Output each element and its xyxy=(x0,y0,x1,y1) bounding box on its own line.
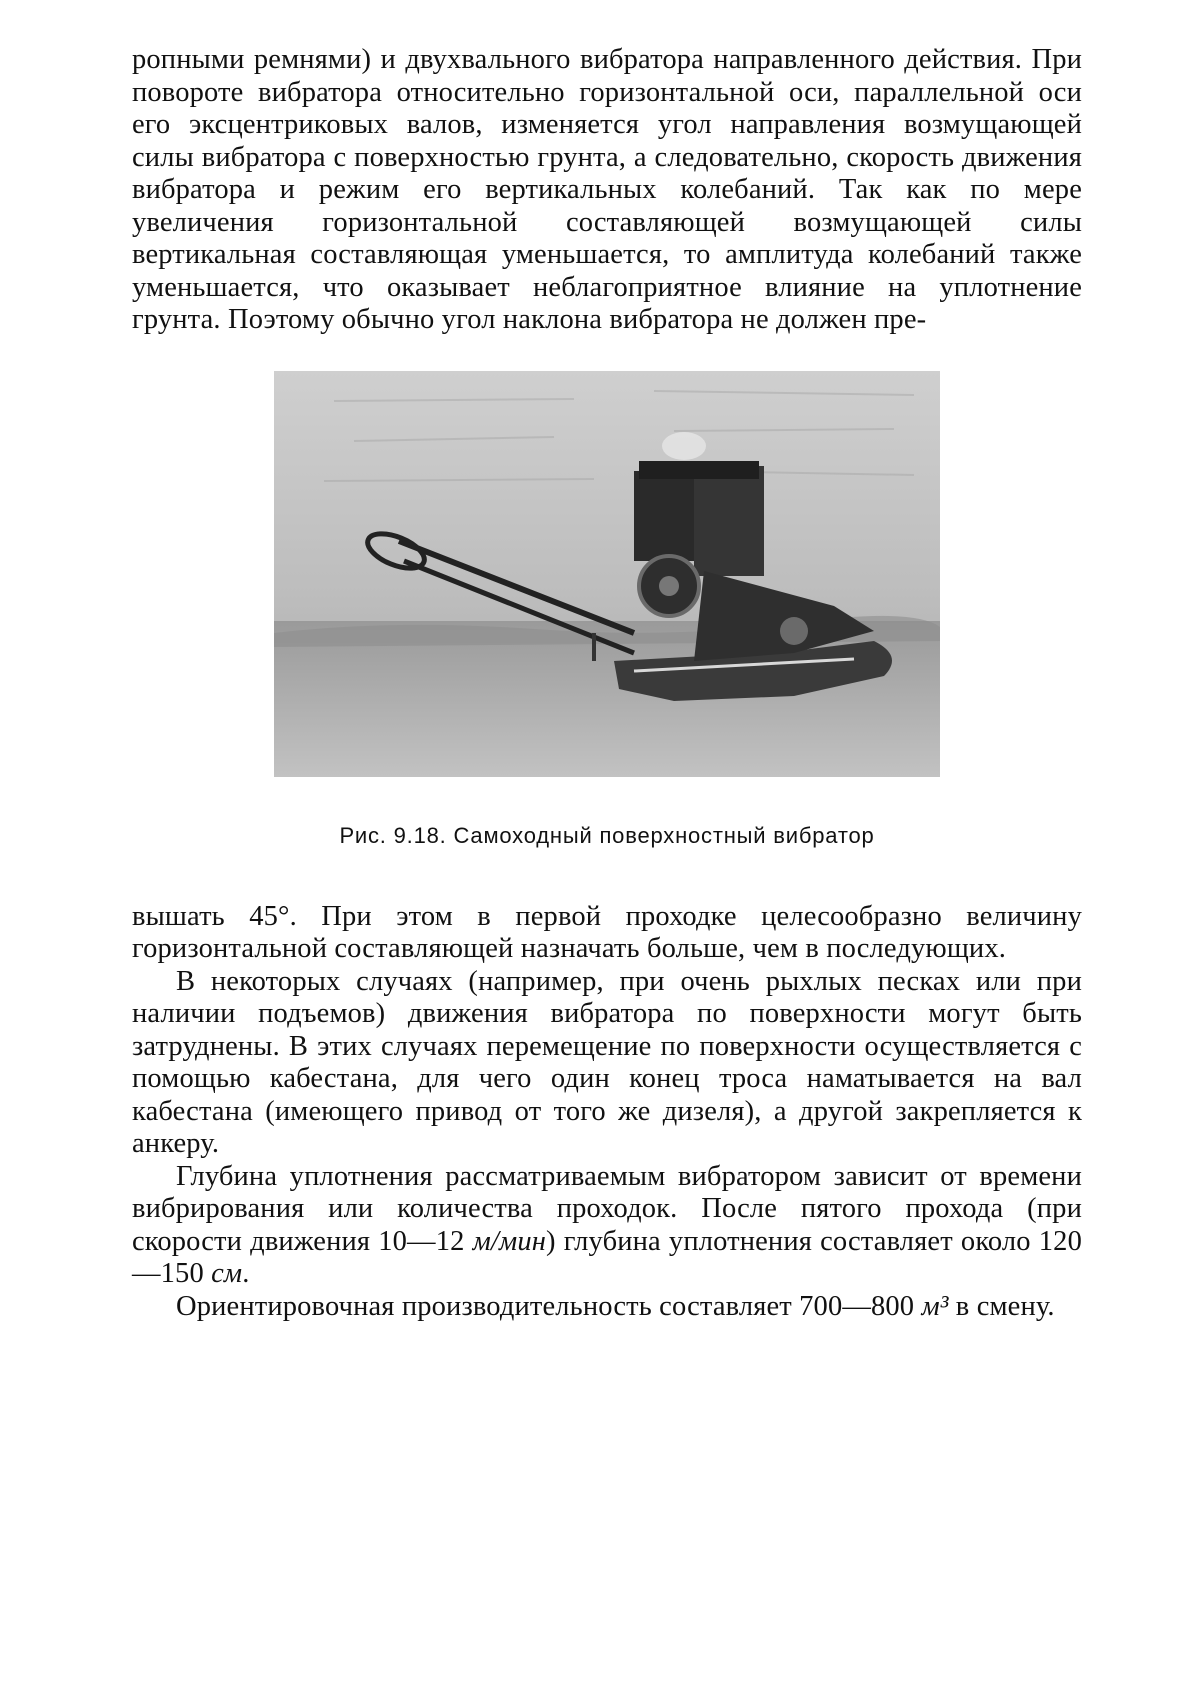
paragraph-1: вышать 45°. При этом в первой проходке целесообразно величину горизонтальной составляющей назначать больше, чем в последующих. xyxy=(132,900,1082,964)
figure-9-18 xyxy=(132,371,1082,901)
paragraph-2: В некоторых случаях (например, при очень рыхлых песках или при наличии подъемов) движения вибратора по поверхности могут быть затруднены. В этих случаях перемещение по поверхности осуществляется с помощью кабестана, для чего один конец троса наматывается на вал кабестана (имеющего привод от того же дизеля), а другой закрепляется к анкеру. xyxy=(132,965,1082,1159)
paragraph-4 xyxy=(132,1291,1082,1324)
text-run: в смену. xyxy=(948,1290,1055,1322)
text-run: Ориентировочная производительность составляет 700—800 xyxy=(176,1290,922,1322)
figure-caption: Рис. 9.18. Самоходный поверхностный вибратор xyxy=(339,822,875,848)
vibrator-photo xyxy=(274,371,940,777)
unit-speed: м/мин xyxy=(472,1225,547,1257)
unit-length: см xyxy=(211,1258,243,1289)
paragraph-continued: ропными ремнями) и двухвального вибратора направленного действия. При повороте вибратора относительно горизонтальной оси, параллельной оси его эксцентриковых валов, изменяется угол направления возмущающей силы вибратора с поверхностью грунта, а следовательно, скорость движения вибратора и режим его вертикальных колебаний. Так как по мере увеличения горизонтальной составляющей возмущающей силы вертикальная составляющая уменьшается, то амплитуда колебаний также уменьшается, что оказывает неблагоприятное влияние на уплотнение грунта. Поэтому обычно угол наклона вибратора не должен пре- xyxy=(132,44,1082,335)
text-run: ) глубина уплотнения составляет около 120—150 xyxy=(132,1225,1082,1289)
page xyxy=(132,44,1082,1323)
paragraph-3 xyxy=(132,1161,1082,1291)
text-run: Глубина уплотнения рассматриваемым вибратором зависит от времени вибрирования или количества проходок. После пятого прохода (при скорости движения 10—12 xyxy=(132,1160,1082,1257)
text-run: . xyxy=(242,1258,250,1289)
unit-volume: м³ xyxy=(921,1290,949,1322)
